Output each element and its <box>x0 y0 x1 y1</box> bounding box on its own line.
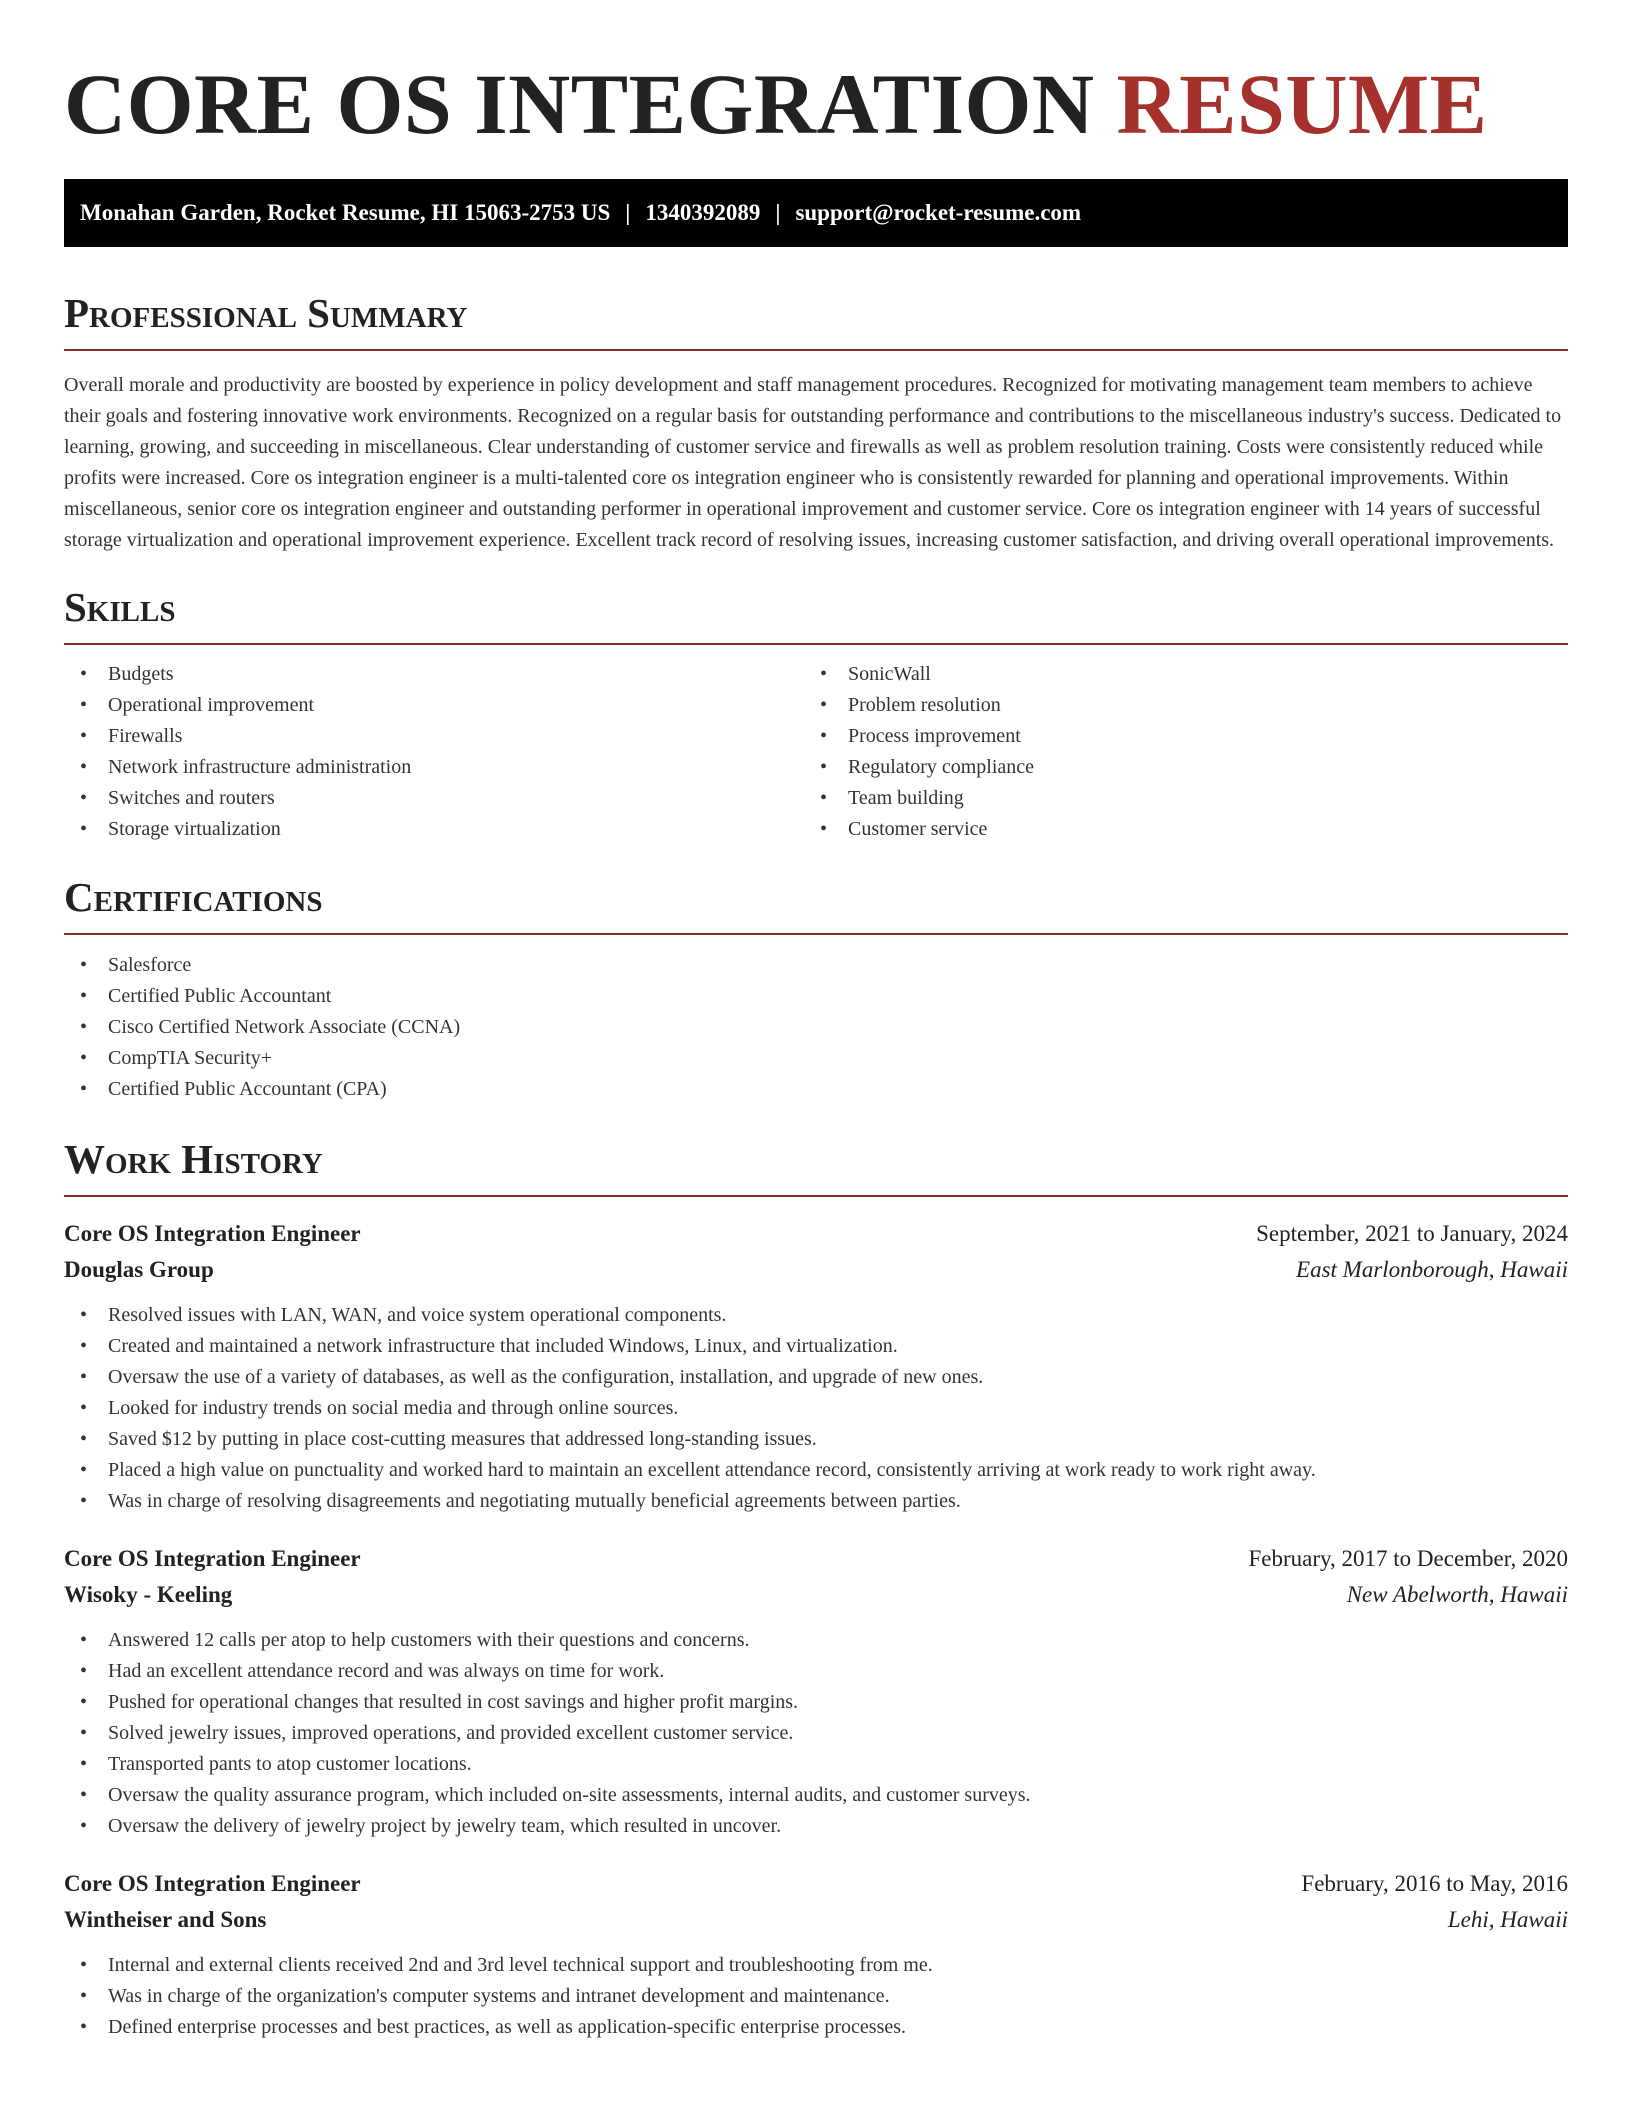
skills-section <box>64 583 1568 845</box>
title-main: CORE OS INTEGRATION <box>64 56 1095 152</box>
job-dates: February, 2016 to May, 2016 <box>1301 1871 1568 1896</box>
job-bullet: • Oversaw the quality assurance program, which included on-site assessments, internal audits, and customer surveys. <box>64 1780 1568 1811</box>
job-location: New Abelworth, Hawaii <box>1346 1582 1568 1607</box>
job-company: Douglas Group <box>64 1257 214 1282</box>
job-dates: September, 2021 to January, 2024 <box>1256 1221 1568 1246</box>
skill-item: • Process improvement <box>804 721 1544 752</box>
skill-item: • Regulatory compliance <box>804 752 1544 783</box>
skill-item: • Team building <box>804 783 1544 814</box>
skill-item: • Firewalls <box>64 721 804 752</box>
skill-item: • Problem resolution <box>804 690 1544 721</box>
certification-item: • Certified Public Accountant (CPA) <box>64 1074 1568 1105</box>
job-title: Core OS Integration Engineer <box>64 1871 361 1896</box>
job-company: Wisoky - Keeling <box>64 1582 233 1607</box>
job-entry <box>64 1216 1568 1517</box>
job-bullet: • Internal and external clients received 2nd and 3rd level technical support and troubleshooting from me. <box>64 1950 1568 1981</box>
job-header-row <box>64 1866 1568 1902</box>
job-bullet: • Oversaw the delivery of jewelry project by jewelry team, which resulted in uncover. <box>64 1811 1568 1842</box>
skills-grid <box>64 659 1568 845</box>
skill-item: • Storage virtualization <box>64 814 804 845</box>
summary-section <box>64 289 1568 556</box>
job-bullets <box>64 1625 1568 1842</box>
job-bullet: • Saved $12 by putting in place cost-cutting measures that addressed long-standing issues. <box>64 1424 1568 1455</box>
job-bullet: • Was in charge of the organization's computer systems and intranet development and maintenance. <box>64 1981 1568 2012</box>
contact-separator: | <box>625 200 631 225</box>
job-company: Wintheiser and Sons <box>64 1907 267 1932</box>
title-accent: RESUME <box>1116 56 1488 152</box>
skill-item: • Operational improvement <box>64 690 804 721</box>
certifications-section <box>64 873 1568 1105</box>
job-bullet: • Placed a high value on punctuality and worked hard to maintain an excellent attendance record, consistently arriving at work ready to work right away. <box>64 1455 1568 1486</box>
work-history-heading: Work History <box>64 1135 1568 1197</box>
certification-item: • Certified Public Accountant <box>64 981 1568 1012</box>
job-location: Lehi, Hawaii <box>1447 1907 1568 1932</box>
skills-right-list <box>804 659 1544 845</box>
job-bullets <box>64 1300 1568 1517</box>
skill-item: • Network infrastructure administration <box>64 752 804 783</box>
work-history-section <box>64 1135 1568 2043</box>
skills-left-list <box>64 659 804 845</box>
job-bullet: • Oversaw the use of a variety of databases, as well as the configuration, installation, and upgrade of new ones. <box>64 1362 1568 1393</box>
summary-text: Overall morale and productivity are boosted by experience in policy development and staff management procedures. Recognized for motivating management team members to achieve their goals and fostering innovative work environments. Recognized on a regular basis for outstanding performance and contributions to the miscellaneous industry's success. Dedicated to learning, growing, and succeeding in miscellaneous. Clear understanding of customer service and firewalls as well as problem resolution training. Costs were consistently reduced while profits were increased. Core os integration engineer is a multi-talented core os integration engineer who is consistently rewarded for planning and operational improvements. Within miscellaneous, senior core os integration engineer and outstanding performer in operational improvement and customer service. Core os integration engineer with 14 years of successful storage virtualization and operational improvement experience. Excellent track record of resolving issues, increasing customer satisfaction, and driving overall operational improvements. <box>64 374 1562 551</box>
resume-title <box>64 0 1568 150</box>
certification-item: • Cisco Certified Network Associate (CCNA) <box>64 1012 1568 1043</box>
job-bullet: • Pushed for operational changes that resulted in cost savings and higher profit margins. <box>64 1687 1568 1718</box>
job-title: Core OS Integration Engineer <box>64 1221 361 1246</box>
job-bullets <box>64 1950 1568 2043</box>
job-bullet: • Defined enterprise processes and best practices, as well as application-specific enterprise processes. <box>64 2012 1568 2043</box>
certification-item: • CompTIA Security+ <box>64 1043 1568 1074</box>
skill-item: • SonicWall <box>804 659 1544 690</box>
job-bullet: • Created and maintained a network infrastructure that included Windows, Linux, and virtualization. <box>64 1331 1568 1362</box>
job-bullet: • Solved jewelry issues, improved operations, and provided excellent customer service. <box>64 1718 1568 1749</box>
job-bullet: • Answered 12 calls per atop to help customers with their questions and concerns. <box>64 1625 1568 1656</box>
job-company-row <box>64 1902 1568 1938</box>
job-location: East Marlonborough, Hawaii <box>1296 1257 1568 1282</box>
certifications-list <box>64 950 1568 1105</box>
certification-item: • Salesforce <box>64 950 1568 981</box>
job-bullet: • Looked for industry trends on social media and through online sources. <box>64 1393 1568 1424</box>
job-header-row <box>64 1216 1568 1252</box>
skill-item: • Budgets <box>64 659 804 690</box>
contact-address: Monahan Garden, Rocket Resume, HI 15063-2753 US <box>80 200 611 225</box>
job-title: Core OS Integration Engineer <box>64 1546 361 1571</box>
job-bullet: • Had an excellent attendance record and was always on time for work. <box>64 1656 1568 1687</box>
job-bullet: • Transported pants to atop customer locations. <box>64 1749 1568 1780</box>
job-bullet: • Resolved issues with LAN, WAN, and voice system operational components. <box>64 1300 1568 1331</box>
contact-separator: | <box>775 200 781 225</box>
skills-heading: Skills <box>64 583 1568 645</box>
summary-heading: Professional Summary <box>64 289 1568 351</box>
contact-phone: 1340392089 <box>645 200 761 225</box>
certifications-heading: Certifications <box>64 873 1568 935</box>
job-entry <box>64 1541 1568 1842</box>
job-header-row <box>64 1541 1568 1577</box>
contact-bar <box>64 179 1568 247</box>
job-bullet: • Was in charge of resolving disagreements and negotiating mutually beneficial agreements between parties. <box>64 1486 1568 1517</box>
job-company-row <box>64 1577 1568 1613</box>
contact-email[interactable]: support@rocket-resume.com <box>795 200 1082 225</box>
job-entry <box>64 1866 1568 2043</box>
skill-item: • Customer service <box>804 814 1544 845</box>
skill-item: • Switches and routers <box>64 783 804 814</box>
job-dates: February, 2017 to December, 2020 <box>1248 1546 1568 1571</box>
job-company-row <box>64 1252 1568 1288</box>
